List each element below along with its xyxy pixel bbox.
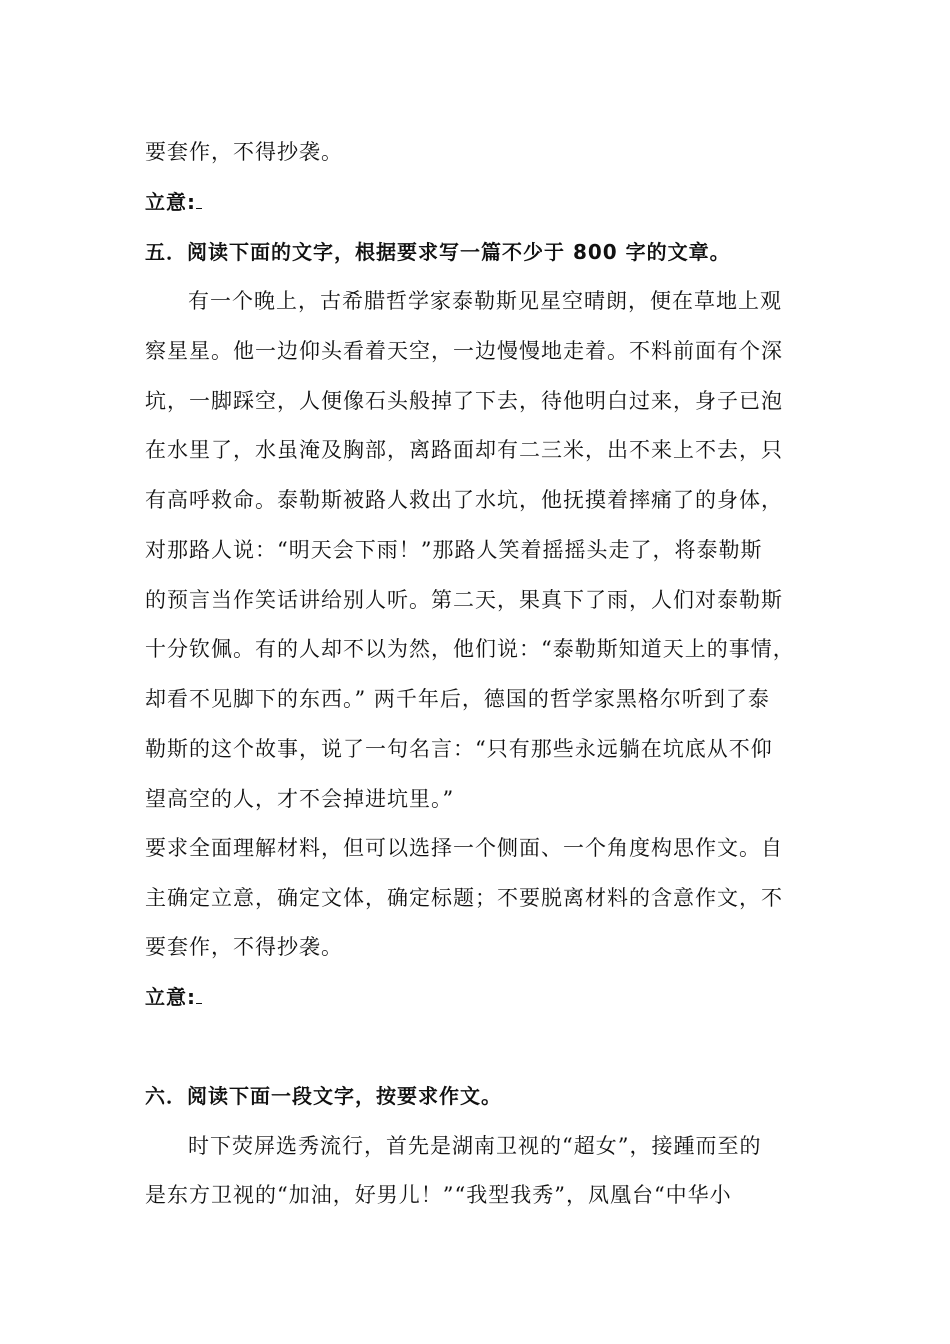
- text-line: 是东方卫视的“加油，好男儿！”“我型我秀”，凤凰台“中华小: [145, 1183, 732, 1207]
- requirement-line: 要求全面理解材料，但可以选择一个侧面、一个角度构思作文。自: [145, 836, 783, 860]
- blank-underline: [196, 190, 202, 209]
- text-line: 有高呼救命。泰勒斯被路人救出了水坑，他抚摸着摔痛了的身体，: [145, 488, 783, 512]
- text-line: 对那路人说：“明天会下雨！”那路人笑着摇摇头走了，将泰勒斯: [145, 538, 763, 562]
- text-line: 坑，一脚踩空，人便像石头般掉了下去，待他明白过来，身子已泡: [145, 389, 783, 413]
- text-line: 要套作，不得抄袭。: [145, 140, 343, 164]
- text-line: 却看不见脚下的东西。” 两千年后，德国的哲学家黑格尔听到了泰: [145, 687, 770, 711]
- question-heading-5: 五．阅读下面的文字，根据要求写一篇不少于 800 字的文章。: [145, 240, 731, 264]
- text-line: 察星星。他一边仰头看着天空，一边慢慢地走着。不料前面有个深: [145, 339, 783, 363]
- requirement-line: 要套作，不得抄袭。: [145, 935, 343, 959]
- text-line: 望高空的人，才不会掉进坑里。”: [145, 787, 455, 811]
- text-line: 在水里了，水虽淹及胸部，离路面却有二三米，出不来上不去，只: [145, 438, 783, 462]
- text-line: 有一个晚上，古希腊哲学家泰勒斯见星空晴朗，便在草地上观: [188, 289, 782, 313]
- requirement-line: 主确定立意，确定文体，确定标题；不要脱离材料的含意作文，不: [145, 886, 783, 910]
- text-line: 的预言当作笑话讲给别人听。第二天，果真下了雨，人们对泰勒斯: [145, 588, 783, 612]
- lead-label: 立意:: [145, 985, 196, 1009]
- question-heading-6: 六．阅读下面一段文字，按要求作文。: [145, 1084, 502, 1108]
- text-line: 十分钦佩。有的人却不以为然，他们说：“泰勒斯知道天上的事情，: [145, 637, 795, 661]
- lead-label-line: [145, 187, 202, 217]
- text-line: 时下荧屏选秀流行，首先是湖南卫视的“超女”，接踵而至的: [188, 1134, 762, 1158]
- text-line: 勒斯的这个故事，说了一句名言：“只有那些永远躺在坑底从不仰: [145, 737, 773, 761]
- lead-label: 立意:: [145, 190, 196, 214]
- blank-underline: [196, 985, 202, 1004]
- lead-label-line: [145, 982, 202, 1012]
